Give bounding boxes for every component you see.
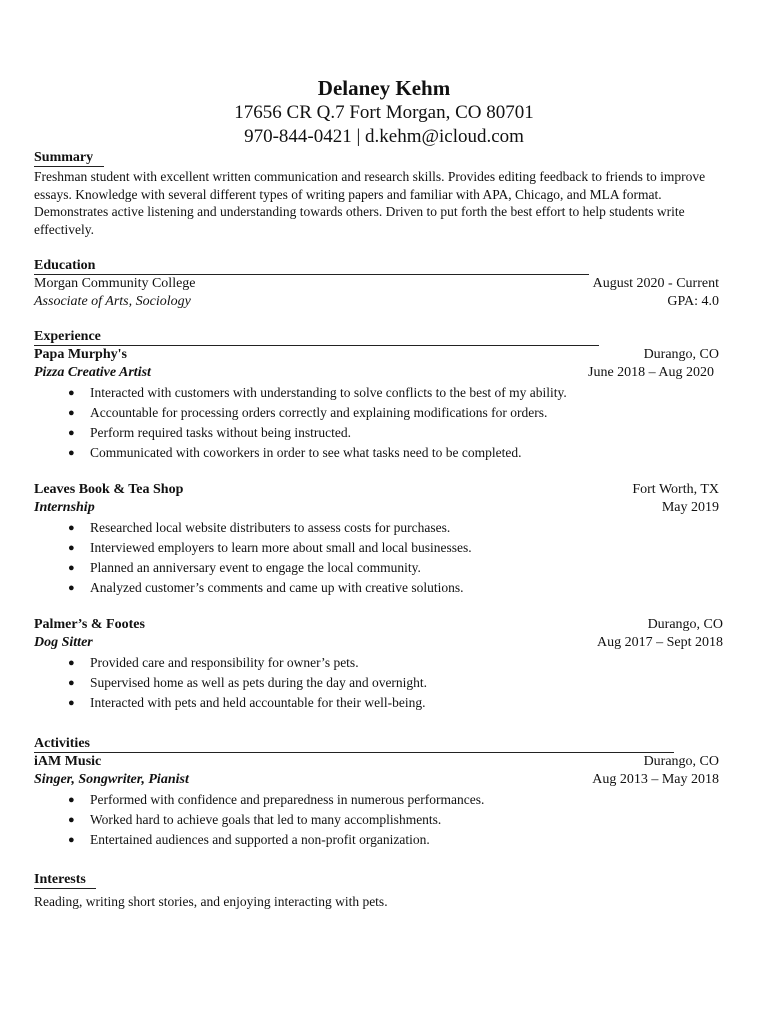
- education-heading: Education: [34, 258, 589, 275]
- job-location: Durango, CO: [643, 347, 719, 362]
- bullet-item: ● Interviewed employers to learn more about small and local businesses.: [34, 538, 719, 558]
- job-dates: June 2018 – Aug 2020: [588, 364, 714, 380]
- bullet-item: ● Performed with confidence and preparedness in numerous performances.: [34, 790, 719, 810]
- job-org: Leaves Book & Tea Shop: [34, 482, 184, 497]
- job-location: Durango, CO: [647, 617, 723, 632]
- job-role: Dog Sitter: [34, 634, 93, 650]
- contact-line: 970-844-0421 | d.kehm@icloud.com: [244, 126, 524, 147]
- bullet-icon: ●: [68, 447, 75, 459]
- gpa: GPA: 4.0: [667, 293, 719, 309]
- summary-text: Freshman student with excellent written communication and research skills. Provides editing feedback to friends to improve essays. Knowledge with several different types of writing papers and familiar with APA, Chicago, and MLA format. Demonstrates active listening and understanding towards others. Driven to put forth the best effort to help students write effectively.: [34, 169, 706, 237]
- bullet-icon: ●: [68, 582, 75, 594]
- bullet-item: ● Provided care and responsibility for owner’s pets.: [34, 653, 723, 673]
- degree: Associate of Arts, Sociology: [34, 293, 191, 309]
- activity-bullets: [34, 790, 719, 850]
- bullet-icon: ●: [68, 697, 75, 709]
- job-header: [34, 481, 719, 499]
- resume-header: [0, 75, 768, 149]
- education-section: [34, 258, 719, 310]
- education-row: [34, 275, 719, 293]
- job-role: Internship: [34, 499, 95, 515]
- job-location: Fort Worth, TX: [632, 482, 719, 497]
- job-subheader: [34, 499, 719, 517]
- job-header: [34, 346, 719, 364]
- job-bullets: [34, 518, 719, 598]
- bullet-item: ● Researched local website distributers to assess costs for purchases.: [34, 518, 719, 538]
- bullet-item: ● Interacted with pets and held accountable for their well-being.: [34, 693, 723, 713]
- job-org: Palmer’s & Footes: [34, 617, 145, 632]
- job-bullets: [34, 653, 723, 713]
- job-org: Papa Murphy's: [34, 347, 127, 362]
- job-subheader: [34, 634, 723, 652]
- bullet-icon: ●: [68, 677, 75, 689]
- interests-section: [34, 872, 724, 911]
- bullet-item: ● Entertained audiences and supported a non-profit organization.: [34, 830, 719, 850]
- bullet-item: ● Communicated with coworkers in order to see what tasks need to be completed.: [34, 443, 719, 463]
- job-entry: [34, 346, 719, 463]
- bullet-icon: ●: [68, 814, 75, 826]
- bullet-item: ● Interacted with customers with understanding to solve conflicts to the best of my ability.: [34, 383, 719, 403]
- activity-dates: Aug 2013 – May 2018: [592, 771, 719, 787]
- activity-org: iAM Music: [34, 754, 102, 769]
- bullet-icon: ●: [68, 407, 75, 419]
- degree-row: [34, 293, 719, 311]
- bullet-icon: ●: [68, 387, 75, 399]
- activities-section: [34, 736, 719, 850]
- job-role: Pizza Creative Artist: [34, 364, 151, 380]
- experience-section: [34, 329, 723, 713]
- school-name: Morgan Community College: [34, 276, 196, 291]
- activities-heading: Activities: [34, 736, 674, 753]
- bullet-icon: ●: [68, 427, 75, 439]
- activity-subheader: [34, 771, 719, 789]
- experience-heading: Experience: [34, 329, 599, 346]
- job-bullets: [34, 383, 719, 463]
- bullet-item: ● Planned an anniversary event to engage the local community.: [34, 558, 719, 578]
- bullet-icon: ●: [68, 542, 75, 554]
- job-subheader: [34, 364, 719, 382]
- summary-section: [34, 150, 724, 238]
- job-dates: May 2019: [661, 499, 719, 515]
- bullet-item: ● Perform required tasks without being instructed.: [34, 423, 719, 443]
- education-dates: August 2020 - Current: [592, 276, 719, 291]
- bullet-icon: ●: [68, 794, 75, 806]
- activity-location: Durango, CO: [643, 754, 719, 769]
- interests-text: Reading, writing short stories, and enjoying interacting with pets.: [34, 894, 388, 909]
- bullet-icon: ●: [68, 562, 75, 574]
- bullet-item: ● Accountable for processing orders correctly and explaining modifications for orders.: [34, 403, 719, 423]
- bullet-icon: ●: [68, 657, 75, 669]
- bullet-item: ● Worked hard to achieve goals that led to many accomplishments.: [34, 810, 719, 830]
- bullet-icon: ●: [68, 834, 75, 846]
- activity-role: Singer, Songwriter, Pianist: [34, 771, 189, 787]
- summary-heading: Summary: [34, 150, 104, 167]
- address-line: 17656 CR Q.7 Fort Morgan, CO 80701: [234, 102, 534, 123]
- job-entry: [34, 481, 719, 598]
- interests-heading: Interests: [34, 872, 96, 889]
- job-dates: Aug 2017 – Sept 2018: [597, 634, 723, 650]
- candidate-name: Delaney Kehm: [317, 76, 451, 100]
- bullet-icon: ●: [68, 522, 75, 534]
- activity-header: [34, 753, 719, 771]
- job-entry: [34, 616, 723, 713]
- bullet-item: ● Supervised home as well as pets during the day and overnight.: [34, 673, 723, 693]
- job-header: [34, 616, 723, 634]
- bullet-item: ● Analyzed customer’s comments and came up with creative solutions.: [34, 578, 719, 598]
